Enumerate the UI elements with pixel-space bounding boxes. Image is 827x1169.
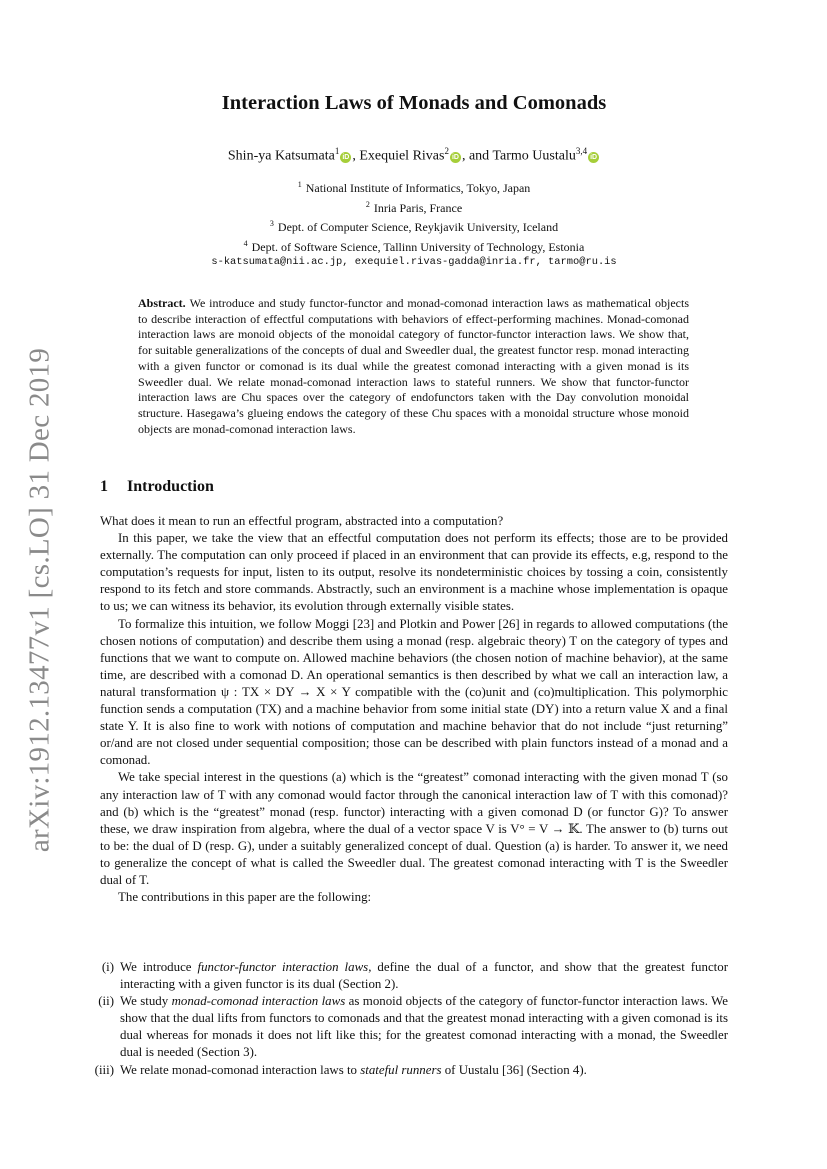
list-marker: (i) bbox=[101, 960, 114, 974]
introduction-body bbox=[100, 513, 728, 906]
section-number: 1 bbox=[100, 478, 108, 495]
list-text: as monoid objects of the category of functor-functor interaction laws. We show that the dual lifts from functors to comonads and that the greatest monad interacting with a given comonad is its dual whereas for monads it does not lift like this; for the greatest comonad interacting with a monad, the Sweedler dual is needed (Section 3). bbox=[120, 994, 728, 1060]
author-affil-sup: 3,4 bbox=[575, 146, 588, 156]
affiliation-text: National Institute of Informatics, Tokyo, Japan bbox=[305, 181, 531, 195]
affiliation-text: Dept. of Software Science, Tallinn University of Technology, Estonia bbox=[251, 239, 585, 254]
affiliation bbox=[100, 197, 728, 217]
list-item bbox=[88, 1062, 728, 1079]
affiliation-number: 3 bbox=[269, 219, 274, 229]
author-name: Exequiel Rivas bbox=[359, 148, 445, 164]
paragraph: In this paper, we take the view that an effectful computation does not perform its effects; those are to be provided externally. The computation can only proceed if placed in an environment that can provide its effects, e.g, respond to the computation’s requests for input, listen to its output, resolve its nondeterministic choices by tossing a coin, consistently respond to its fetch and store commands. Abstractly, such an environment is a machine whose implementation is opaque to us; we can witness its behavior, its evolution through externally visible states. bbox=[100, 531, 728, 614]
affiliation bbox=[100, 177, 728, 197]
paragraph: What does it mean to run an effectful program, abstracted into a computation? bbox=[100, 514, 504, 528]
author-separator: , bbox=[352, 148, 360, 164]
list-text: We relate monad-comonad interaction laws to bbox=[120, 1062, 361, 1077]
author-affil-sup: 1 bbox=[334, 146, 340, 156]
list-marker: (ii) bbox=[98, 994, 114, 1009]
author-name: Shin-ya Katsumata bbox=[227, 148, 335, 164]
abstract-text: We introduce and study functor-functor and monad-comonad interaction laws as mathematical objects to describe interaction of effectful computations with behaviors of effect-performing machines. Monad-comonad interaction laws are monoid objects of the monoidal category of functor-functor interaction laws. We show that, for suitable generalizations of the concepts of dual and Sweedler dual, the greatest functor resp. monad interacting with a given functor or comonad is its dual while the greatest comonad interacting with a given monad is its Sweedler dual. We relate monad-comonad interaction laws to stateful runners. We show that functor-functor interaction laws are Chu spaces over the category of endofunctors taken with the Day convolution monoidal structure. Hasegawa’s glueing endows the category of these Chu spaces with a monoidal structure whose monoid objects are monad-comonad interaction laws. bbox=[138, 296, 689, 436]
author-affil-sup: 2 bbox=[444, 146, 449, 156]
affiliation bbox=[100, 236, 728, 256]
orcid-icon[interactable]: iD bbox=[451, 153, 459, 161]
arxiv-side-stamp bbox=[20, 320, 60, 880]
author-separator: , and bbox=[461, 148, 493, 164]
list-text: , define the dual of a functor, and show that the greatest functor interacting with a given functor is its dual (Section 2). bbox=[120, 960, 728, 992]
affiliation bbox=[100, 216, 728, 236]
arxiv-identifier: arXiv:1912.13477v1 [cs.LO] 31 Dec 2019 bbox=[23, 347, 56, 853]
list-text: of Uustalu [36] (Section 4). bbox=[441, 1062, 587, 1077]
author-list bbox=[100, 146, 728, 165]
section-heading-introduction bbox=[100, 478, 214, 496]
list-marker: (iii) bbox=[94, 1062, 114, 1077]
abstract bbox=[138, 296, 689, 437]
list-emphasis: functor-functor interaction laws bbox=[197, 960, 369, 974]
abstract-label: Abstract. bbox=[138, 296, 186, 310]
affiliation-text: Dept. of Computer Science, Reykjavik University, Iceland bbox=[277, 220, 559, 235]
list-emphasis: stateful runners bbox=[360, 1062, 442, 1077]
orcid-icon[interactable]: iD bbox=[342, 153, 350, 161]
contributions-list bbox=[88, 959, 728, 1079]
affiliation-number: 4 bbox=[243, 238, 248, 248]
list-text: We introduce bbox=[120, 960, 198, 974]
paragraph: We take special interest in the questions (a) which is the “greatest” comonad interacting with the given monad T (so any interaction law of T with any comonad would factor through the canonical interaction law of T with this comonad)? and (b) which is the “greatest” monad (resp. functor) interacting with a given comonad D (or functor G)? To answer these, we draw inspiration from algebra, where the dual of a vector space V is V° = V → 𝕂. The answer to (b) turns out to be: the dual of D (resp. G), under a suitably generalized concept of dual. Question (a) is harder. To answer it, we need to generalize the concept of what is called the Sweedler dual. The greatest comonad interacting with T is the Sweedler dual of T. bbox=[100, 770, 728, 887]
affiliation-number: 2 bbox=[365, 199, 370, 209]
section-title: Introduction bbox=[127, 478, 214, 495]
paper-title: Interaction Laws of Monads and Comonads bbox=[221, 92, 607, 114]
orcid-icon[interactable]: iD bbox=[590, 153, 598, 161]
list-emphasis: monad-comonad interaction laws bbox=[171, 994, 346, 1009]
affiliation-number: 1 bbox=[297, 180, 302, 189]
list-item bbox=[88, 993, 728, 1061]
list-text: We study bbox=[120, 994, 172, 1009]
author-name: Tarmo Uustalu bbox=[492, 148, 576, 164]
affiliation-text: Inria Paris, France bbox=[373, 200, 463, 215]
affiliations bbox=[100, 177, 728, 271]
paragraph: To formalize this intuition, we follow Moggi [23] and Plotkin and Power [26] in regards to allowed computations (the chosen notions of computation) and describe them using a monad (resp. algebraic theory) T on the category of types and functions that we want to compute on. Allowed machine behaviors (the chosen notion of machine behavior), at the same time, are described with a comonad D. An operational semantics is then described by what we call an interaction law, a natural transformation ψ : TX × DY → X × Y compatible with the (co)unit and (co)multiplication. This polymorphic function sends a computation (TX) and a machine behavior from some initial state (DY) into a return value X and a final state Y. It is also fine to work with notions of computation and machine behavior that do not include “just returning” or/and are not closed under sequential composition; those can be described with plain functors instead of a monad and a comonad. bbox=[100, 616, 728, 768]
list-item bbox=[88, 959, 728, 993]
author-emails[interactable]: s-katsumata@nii.ac.jp, exequiel.rivas-gadda@inria.fr, tarmo@ru.is bbox=[211, 256, 617, 269]
paragraph: The contributions in this paper are the following: bbox=[118, 890, 372, 905]
